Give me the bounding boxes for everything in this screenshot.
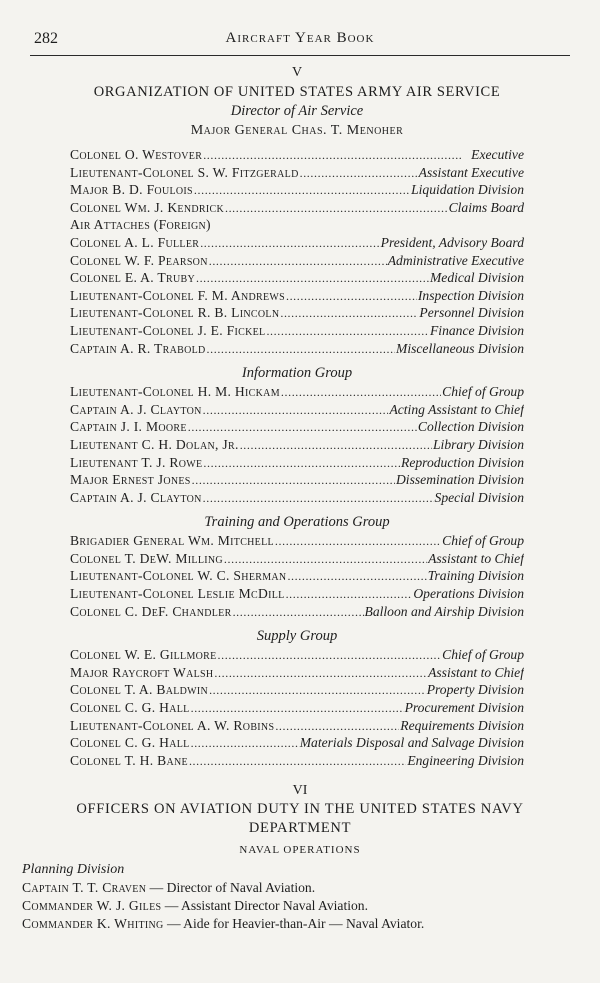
officer-role: Claims Board <box>448 199 524 215</box>
officer-name: Lieutenant-Colonel S. W. Fitzgerald <box>70 164 299 180</box>
dot-leader <box>281 383 441 401</box>
officer-name: Lieutenant-Colonel A. W. Robins <box>70 717 275 733</box>
dot-leader <box>196 269 429 287</box>
staff-row <box>70 436 524 454</box>
staff-row <box>70 585 524 603</box>
director-label: Director of Air Service <box>230 103 364 119</box>
staff-row <box>70 603 524 621</box>
dot-leader <box>191 699 404 717</box>
officer-name: Colonel Wm. J. Kendrick <box>70 199 224 215</box>
dot-leader <box>275 717 399 735</box>
officer-role: Finance Division <box>429 322 524 338</box>
officer-role: Miscellaneous Division <box>396 340 524 356</box>
training-group-title: Training and Operations Group <box>204 514 390 531</box>
officer-role: Chief of Group <box>442 533 524 549</box>
staff-row <box>70 664 524 682</box>
officer-name: Captain T. T. Craven <box>22 880 147 895</box>
staff-row <box>70 401 524 419</box>
officer-role: Training Division <box>427 568 524 584</box>
attache-staff-list <box>70 234 524 357</box>
planning-division-label: Planning Division <box>22 862 125 877</box>
page-header <box>30 28 570 52</box>
dot-leader <box>194 181 410 199</box>
officer-role: Library Division <box>432 436 524 452</box>
officer-name: Colonel T. DeW. Milling <box>70 550 223 566</box>
main-staff-list <box>70 146 524 216</box>
officer-role: Special Division <box>434 489 524 505</box>
dot-leader <box>203 489 434 507</box>
officer-role: Engineering Division <box>407 752 524 768</box>
staff-row <box>70 471 524 489</box>
officer-name: Major B. D. Foulois <box>70 182 193 198</box>
staff-row <box>70 287 524 305</box>
dot-leader <box>233 603 364 621</box>
officer-name: Lieutenant-Colonel R. B. Lincoln <box>70 305 280 321</box>
officer-role: Executive <box>471 147 524 162</box>
officer-role: Personnel Division <box>419 305 524 321</box>
officer-role: Requirements Division <box>400 717 524 733</box>
staff-row <box>70 532 524 550</box>
naval-operations-heading: NAVAL OPERATIONS <box>239 844 361 856</box>
officer-name: Major Raycroft Walsh <box>70 664 214 680</box>
officer-name: Colonel C. G. Hall <box>70 735 190 751</box>
supply-group-title: Supply Group <box>256 628 338 645</box>
officer-name: Colonel W. E. Gillmore <box>70 647 217 663</box>
dot-leader <box>192 471 395 489</box>
staff-row <box>70 252 524 270</box>
staff-row <box>70 489 524 507</box>
officer-name: Captain A. J. Clayton <box>70 401 202 417</box>
running-title: Aircraft Year Book <box>225 30 375 46</box>
officer-role: Operations Division <box>413 586 524 602</box>
officer-name: Colonel W. F. Pearson <box>70 252 208 268</box>
staff-row <box>70 681 524 699</box>
staff-row <box>70 322 524 340</box>
officer-name: Colonel C. G. Hall <box>70 700 190 716</box>
dot-leader <box>280 304 418 322</box>
navy-officer-line <box>22 879 578 897</box>
dot-leader <box>214 664 427 682</box>
officer-role: Chief of Group <box>442 384 524 400</box>
staff-row <box>70 164 524 182</box>
officer-name: Major Ernest Jones <box>70 472 191 488</box>
information-group-title: Information Group <box>241 365 353 382</box>
dot-leader <box>218 646 442 664</box>
training-group-list <box>70 532 524 620</box>
dot-leader <box>275 532 441 550</box>
officer-name: Captain A. R. Trabold <box>70 340 206 356</box>
dot-leader <box>240 436 432 454</box>
officer-duty: — Assistant Director Naval Aviation. <box>161 898 368 913</box>
section-title: ORGANIZATION OF UNITED STATES ARMY AIR SERVICE <box>93 84 501 100</box>
officer-role: Administrative Executive <box>387 252 524 268</box>
officer-role: Reproduction Division <box>401 454 524 470</box>
officer-name: Commander W. J. Giles <box>22 898 162 913</box>
officer-name: Colonel E. A. Truby <box>70 270 195 286</box>
officer-name: Lieutenant-Colonel F. M. Andrews <box>70 287 285 303</box>
officer-role: Chief of Group <box>442 647 524 663</box>
page-number: 282 <box>34 30 58 47</box>
staff-row <box>70 454 524 472</box>
header-rule <box>30 55 570 56</box>
dot-leader <box>209 681 426 699</box>
supply-group-list <box>70 646 524 769</box>
dot-leader <box>203 146 470 164</box>
staff-row <box>70 181 524 199</box>
officer-name: Commander K. Whiting <box>22 916 164 931</box>
information-group-list <box>70 383 524 506</box>
officer-name: Lieutenant-Colonel J. E. Fickel <box>70 322 266 338</box>
section-vi-title-line2: DEPARTMENT <box>248 820 352 836</box>
section-vi-title-line1: OFFICERS ON AVIATION DUTY IN THE UNITED STATES NAVY <box>76 801 524 817</box>
dot-leader <box>200 234 379 252</box>
officer-name: Colonel A. L. Fuller <box>70 234 200 250</box>
officer-role: Liquidation Division <box>411 182 524 198</box>
staff-row <box>70 734 524 752</box>
officer-name: Lieutenant-Colonel H. M. Hickam <box>70 384 280 400</box>
staff-row <box>70 146 524 164</box>
officer-name: Colonel T. H. Bane <box>70 752 188 768</box>
officer-name: Colonel C. DeF. Chandler <box>70 603 232 619</box>
officer-role: Materials Disposal and Salvage Division <box>299 735 524 751</box>
officer-name: Captain J. I. Moore <box>70 419 187 435</box>
dot-leader <box>191 734 299 752</box>
officer-duty: — Aide for Heavier-than-Air — Naval Aviator. <box>163 916 425 931</box>
staff-row <box>70 383 524 401</box>
section-vi <box>22 782 578 933</box>
officer-role: Dissemination Division <box>395 472 524 488</box>
staff-row <box>70 646 524 664</box>
air-attaches-label: Air Attaches (Foreign) <box>70 217 211 233</box>
officer-role: Medical Division <box>429 270 524 286</box>
dot-leader <box>224 550 427 568</box>
staff-row <box>70 269 524 287</box>
dot-leader <box>286 287 417 305</box>
staff-row <box>70 717 524 735</box>
officer-name: Lieutenant-Colonel Leslie McDill <box>70 586 285 602</box>
dot-leader <box>286 585 413 603</box>
staff-row <box>70 304 524 322</box>
section-numeral: V <box>291 65 303 80</box>
officer-name: Lieutenant C. H. Dolan, Jr. <box>70 436 239 452</box>
director-name: Major General Chas. T. Menoher <box>190 123 404 138</box>
dot-leader <box>209 252 387 270</box>
officer-role: Assistant Executive <box>418 164 524 180</box>
navy-officer-line <box>22 897 578 915</box>
section-v <box>70 64 524 769</box>
officer-name: Captain A. J. Clayton <box>70 489 202 505</box>
staff-row <box>70 234 524 252</box>
officer-name: Colonel T. A. Baldwin <box>70 682 209 698</box>
officer-name: Lieutenant-Colonel W. C. Sherman <box>70 568 287 584</box>
staff-row <box>70 550 524 568</box>
section-vi-numeral: VI <box>292 783 308 798</box>
staff-row <box>70 199 524 217</box>
dot-leader <box>203 401 389 419</box>
officer-name: Colonel O. Westover <box>70 147 203 162</box>
officer-role: Assistant to Chief <box>428 550 524 566</box>
officer-role: Assistant to Chief <box>428 664 524 680</box>
dot-leader <box>189 752 406 770</box>
officer-duty: — Director of Naval Aviation. <box>146 880 316 895</box>
staff-row <box>70 752 524 770</box>
officer-role: Property Division <box>426 682 524 698</box>
officer-role: Balloon and Airship Division <box>364 603 524 619</box>
officer-name: Lieutenant T. J. Rowe <box>70 454 203 470</box>
staff-row <box>70 340 524 358</box>
officer-role: Acting Assistant to Chief <box>389 401 524 417</box>
dot-leader <box>207 340 395 358</box>
staff-row <box>70 567 524 585</box>
dot-leader <box>188 418 417 436</box>
staff-row <box>70 699 524 717</box>
dot-leader <box>203 454 400 472</box>
officer-role: Collection Division <box>417 419 524 435</box>
officer-role: Inspection Division <box>417 287 524 303</box>
dot-leader <box>300 164 418 182</box>
officer-name: Brigadier General Wm. Mitchell <box>70 533 274 549</box>
dot-leader <box>225 199 448 217</box>
staff-row <box>70 418 524 436</box>
dot-leader <box>266 322 429 340</box>
officer-role: Procurement Division <box>404 700 524 716</box>
officer-role: President, Advisory Board <box>380 234 524 250</box>
navy-officer-line <box>22 915 578 933</box>
dot-leader <box>287 567 426 585</box>
